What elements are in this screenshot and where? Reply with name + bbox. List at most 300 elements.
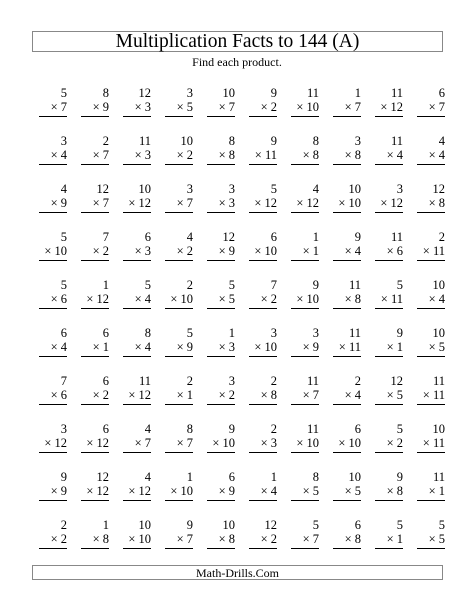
times-sign: × <box>386 148 394 162</box>
problem <box>27 370 69 418</box>
answer-line <box>207 356 235 357</box>
times-sign: × <box>176 244 184 258</box>
answer-line <box>81 548 109 549</box>
multiplier-value: 11 <box>390 292 403 306</box>
answer-line <box>165 212 193 213</box>
answer-line <box>81 500 109 501</box>
times-sign: × <box>428 484 436 498</box>
multiplicand: 2 <box>186 278 193 292</box>
answer-line <box>207 404 235 405</box>
multiplicand: 6 <box>102 326 109 340</box>
multiplier <box>170 484 193 498</box>
times-sign: × <box>386 388 394 402</box>
times-sign: × <box>176 340 184 354</box>
problem <box>321 370 363 418</box>
multiplier-value: 9 <box>228 244 235 258</box>
problem <box>153 226 195 274</box>
multiplier-value: 8 <box>438 196 445 210</box>
multiplier <box>380 196 403 210</box>
problem <box>195 82 237 130</box>
times-sign: × <box>296 292 304 306</box>
multiplier <box>51 340 67 354</box>
multiplicand: 4 <box>144 470 151 484</box>
answer-line <box>165 404 193 405</box>
times-sign: × <box>254 340 262 354</box>
problem <box>69 274 111 322</box>
answer-line <box>333 260 361 261</box>
times-sign: × <box>50 148 58 162</box>
problem <box>363 178 405 226</box>
answer-line <box>291 164 319 165</box>
multiplicand: 6 <box>102 374 109 388</box>
multiplicand: 11 <box>390 86 403 100</box>
answer-line <box>207 500 235 501</box>
multiplicand: 8 <box>312 470 319 484</box>
problem <box>279 130 321 178</box>
answer-line <box>333 116 361 117</box>
multiplier <box>177 340 193 354</box>
multiplier <box>338 436 361 450</box>
answer-line <box>333 548 361 549</box>
times-sign: × <box>92 100 100 114</box>
problem <box>111 418 153 466</box>
times-sign: × <box>176 532 184 546</box>
answer-line <box>39 500 67 501</box>
multiplicand: 10 <box>180 134 193 148</box>
multiplier <box>219 244 235 258</box>
times-sign: × <box>338 340 346 354</box>
multiplier-value: 4 <box>60 148 67 162</box>
multiplicand: 5 <box>186 326 193 340</box>
times-sign: × <box>50 340 58 354</box>
problem <box>279 322 321 370</box>
times-sign: × <box>218 292 226 306</box>
worksheet-title: Multiplication Facts to 144 (A) <box>115 30 360 52</box>
times-sign: × <box>218 340 226 354</box>
multiplier-value: 5 <box>396 388 403 402</box>
multiplicand: 9 <box>186 518 193 532</box>
multiplicand: 9 <box>270 134 277 148</box>
times-sign: × <box>50 484 58 498</box>
multiplier-value: 2 <box>102 244 109 258</box>
multiplier-value: 3 <box>228 196 235 210</box>
problem <box>69 178 111 226</box>
problem <box>111 178 153 226</box>
answer-line <box>291 500 319 501</box>
multiplier-value: 11 <box>432 244 445 258</box>
problem <box>195 466 237 514</box>
problem <box>69 130 111 178</box>
times-sign: × <box>218 100 226 114</box>
multiplicand: 10 <box>138 182 151 196</box>
multiplier-value: 5 <box>438 532 445 546</box>
times-sign: × <box>218 148 226 162</box>
multiplier-value: 5 <box>312 484 319 498</box>
multiplicand: 10 <box>348 182 361 196</box>
multiplier <box>44 244 67 258</box>
times-sign: × <box>176 100 184 114</box>
multiplier <box>93 100 109 114</box>
multiplier-value: 12 <box>138 484 151 498</box>
times-sign: × <box>134 340 142 354</box>
multiplier <box>93 196 109 210</box>
times-sign: × <box>296 196 304 210</box>
answer-line <box>39 404 67 405</box>
multiplier <box>219 148 235 162</box>
times-sign: × <box>302 340 310 354</box>
answer-line <box>81 356 109 357</box>
multiplier-value: 4 <box>270 484 277 498</box>
problem <box>195 178 237 226</box>
multiplicand: 5 <box>60 86 67 100</box>
problem <box>111 226 153 274</box>
answer-line <box>165 308 193 309</box>
answer-line <box>417 116 445 117</box>
multiplier <box>135 292 151 306</box>
problem <box>363 514 405 562</box>
times-sign: × <box>380 196 388 210</box>
problem <box>237 274 279 322</box>
multiplier-value: 10 <box>54 244 67 258</box>
multiplier <box>261 436 277 450</box>
multiplier <box>219 196 235 210</box>
times-sign: × <box>254 196 262 210</box>
multiplier-value: 1 <box>396 532 403 546</box>
problem <box>237 514 279 562</box>
times-sign: × <box>176 148 184 162</box>
problem <box>69 370 111 418</box>
problem <box>363 130 405 178</box>
multiplicand: 5 <box>312 518 319 532</box>
multiplier <box>93 388 109 402</box>
problem <box>195 226 237 274</box>
multiplier <box>135 100 151 114</box>
multiplier <box>51 388 67 402</box>
multiplier-value: 2 <box>60 532 67 546</box>
times-sign: × <box>50 532 58 546</box>
multiplicand: 11 <box>138 134 151 148</box>
multiplicand: 12 <box>96 182 109 196</box>
times-sign: × <box>86 484 94 498</box>
answer-line <box>123 548 151 549</box>
answer-line <box>375 212 403 213</box>
multiplier-value: 5 <box>354 484 361 498</box>
answer-line <box>375 452 403 453</box>
multiplicand: 12 <box>264 518 277 532</box>
answer-line <box>39 548 67 549</box>
answer-line <box>417 260 445 261</box>
answer-line <box>165 548 193 549</box>
multiplier-value: 7 <box>354 100 361 114</box>
multiplier-value: 4 <box>144 292 151 306</box>
problem <box>111 130 153 178</box>
multiplicand: 5 <box>438 518 445 532</box>
answer-line <box>39 308 67 309</box>
multiplicand: 11 <box>138 374 151 388</box>
multiplier-value: 7 <box>312 532 319 546</box>
multiplier <box>345 244 361 258</box>
multiplier <box>51 484 67 498</box>
answer-line <box>123 356 151 357</box>
title-box <box>32 31 443 52</box>
multiplicand: 12 <box>432 182 445 196</box>
multiplicand: 8 <box>312 134 319 148</box>
multiplier-value: 12 <box>96 436 109 450</box>
problem <box>237 370 279 418</box>
multiplier <box>345 100 361 114</box>
multiplicand: 1 <box>354 86 361 100</box>
multiplier-value: 5 <box>438 340 445 354</box>
answer-line <box>123 452 151 453</box>
multiplier-value: 10 <box>348 196 361 210</box>
answer-line <box>249 212 277 213</box>
times-sign: × <box>128 484 136 498</box>
multiplier <box>44 436 67 450</box>
problem <box>153 514 195 562</box>
answer-line <box>249 548 277 549</box>
multiplier-value: 1 <box>102 340 109 354</box>
multiplier-value: 11 <box>432 436 445 450</box>
problem <box>69 322 111 370</box>
times-sign: × <box>344 148 352 162</box>
multiplier-value: 12 <box>138 196 151 210</box>
multiplicand: 9 <box>312 278 319 292</box>
answer-line <box>417 452 445 453</box>
problem <box>69 418 111 466</box>
times-sign: × <box>296 100 304 114</box>
multiplier <box>86 484 109 498</box>
multiplier-value: 8 <box>228 148 235 162</box>
multiplicand: 10 <box>138 518 151 532</box>
multiplier-value: 2 <box>102 388 109 402</box>
times-sign: × <box>386 532 394 546</box>
problem <box>405 466 447 514</box>
problem <box>363 226 405 274</box>
problem <box>27 466 69 514</box>
multiplier <box>51 100 67 114</box>
times-sign: × <box>128 532 136 546</box>
answer-line <box>207 212 235 213</box>
multiplicand: 5 <box>396 518 403 532</box>
answer-line <box>333 452 361 453</box>
problem <box>237 418 279 466</box>
times-sign: × <box>50 292 58 306</box>
multiplicand: 6 <box>438 86 445 100</box>
times-sign: × <box>344 244 352 258</box>
problem <box>69 226 111 274</box>
times-sign: × <box>254 148 262 162</box>
multiplier <box>303 340 319 354</box>
multiplier-value: 8 <box>102 532 109 546</box>
multiplier-value: 7 <box>144 436 151 450</box>
problem <box>279 418 321 466</box>
multiplicand: 11 <box>306 86 319 100</box>
answer-line <box>291 212 319 213</box>
multiplier <box>254 340 277 354</box>
multiplier <box>387 388 403 402</box>
multiplicand: 9 <box>396 326 403 340</box>
multiplier <box>261 100 277 114</box>
multiplier-value: 11 <box>348 340 361 354</box>
multiplier <box>128 532 151 546</box>
times-sign: × <box>134 292 142 306</box>
multiplier <box>261 388 277 402</box>
times-sign: × <box>44 244 52 258</box>
problem <box>237 322 279 370</box>
times-sign: × <box>260 292 268 306</box>
multiplier <box>219 340 235 354</box>
answer-line <box>81 212 109 213</box>
problem <box>153 130 195 178</box>
multiplicand: 8 <box>186 422 193 436</box>
answer-line <box>333 308 361 309</box>
problem <box>153 418 195 466</box>
problem <box>27 514 69 562</box>
times-sign: × <box>338 436 346 450</box>
multiplier-value: 12 <box>390 100 403 114</box>
multiplier <box>261 292 277 306</box>
multiplier-value: 6 <box>60 388 67 402</box>
multiplier <box>254 196 277 210</box>
times-sign: × <box>218 244 226 258</box>
multiplicand: 2 <box>186 374 193 388</box>
problem <box>321 466 363 514</box>
multiplier-value: 10 <box>222 436 235 450</box>
multiplier-value: 4 <box>354 244 361 258</box>
problem <box>363 322 405 370</box>
times-sign: × <box>218 388 226 402</box>
problem <box>321 130 363 178</box>
multiplicand: 11 <box>348 326 361 340</box>
multiplier <box>345 388 361 402</box>
answer-line <box>207 260 235 261</box>
answer-line <box>207 164 235 165</box>
multiplier <box>303 532 319 546</box>
answer-line <box>375 308 403 309</box>
answer-line <box>375 164 403 165</box>
multiplicand: 10 <box>432 422 445 436</box>
problem <box>405 418 447 466</box>
times-sign: × <box>428 292 436 306</box>
multiplier <box>93 244 109 258</box>
problem <box>111 82 153 130</box>
multiplicand: 11 <box>306 374 319 388</box>
answer-line <box>291 260 319 261</box>
multiplier-value: 4 <box>144 340 151 354</box>
times-sign: × <box>218 196 226 210</box>
multiplier-value: 9 <box>312 340 319 354</box>
problem <box>27 130 69 178</box>
answer-line <box>249 356 277 357</box>
problem <box>111 370 153 418</box>
multiplicand: 9 <box>228 422 235 436</box>
multiplicand: 10 <box>222 86 235 100</box>
answer-line <box>291 356 319 357</box>
multiplier <box>261 484 277 498</box>
multiplier <box>387 148 403 162</box>
multiplier-value: 7 <box>438 100 445 114</box>
multiplier-value: 7 <box>312 388 319 402</box>
answer-line <box>39 212 67 213</box>
answer-line <box>165 116 193 117</box>
multiplier-value: 8 <box>354 532 361 546</box>
multiplicand: 5 <box>396 278 403 292</box>
multiplier-value: 7 <box>60 100 67 114</box>
multiplier <box>423 244 445 258</box>
multiplicand: 5 <box>60 278 67 292</box>
multiplicand: 5 <box>60 230 67 244</box>
multiplicand: 4 <box>438 134 445 148</box>
times-sign: × <box>128 196 136 210</box>
multiplier-value: 2 <box>186 148 193 162</box>
multiplicand: 9 <box>354 230 361 244</box>
problem <box>279 274 321 322</box>
problem <box>153 466 195 514</box>
times-sign: × <box>92 340 100 354</box>
multiplier <box>303 388 319 402</box>
answer-line <box>81 404 109 405</box>
multiplier <box>345 484 361 498</box>
problem <box>405 274 447 322</box>
times-sign: × <box>386 340 394 354</box>
times-sign: × <box>386 244 394 258</box>
multiplicand: 8 <box>102 86 109 100</box>
multiplicand: 1 <box>102 518 109 532</box>
multiplier-value: 8 <box>270 388 277 402</box>
multiplicand: 7 <box>102 230 109 244</box>
times-sign: × <box>422 388 430 402</box>
times-sign: × <box>344 100 352 114</box>
problem <box>237 82 279 130</box>
multiplier-value: 3 <box>144 100 151 114</box>
multiplier-value: 10 <box>306 292 319 306</box>
problem <box>69 466 111 514</box>
problem <box>363 82 405 130</box>
multiplier <box>135 340 151 354</box>
multiplier <box>423 436 445 450</box>
multiplicand: 4 <box>60 182 67 196</box>
multiplier <box>387 244 403 258</box>
answer-line <box>375 260 403 261</box>
multiplier-value: 7 <box>228 100 235 114</box>
times-sign: × <box>218 532 226 546</box>
multiplicand: 3 <box>186 86 193 100</box>
times-sign: × <box>260 532 268 546</box>
multiplier-value: 10 <box>180 292 193 306</box>
multiplier <box>429 292 445 306</box>
multiplier-value: 10 <box>264 340 277 354</box>
answer-line <box>417 164 445 165</box>
multiplier-value: 2 <box>270 532 277 546</box>
problem <box>405 370 447 418</box>
problem <box>27 178 69 226</box>
multiplier-value: 10 <box>180 484 193 498</box>
answer-line <box>291 452 319 453</box>
problem <box>195 514 237 562</box>
multiplier <box>51 148 67 162</box>
answer-line <box>123 164 151 165</box>
multiplicand: 10 <box>348 470 361 484</box>
problem <box>237 178 279 226</box>
problem <box>237 466 279 514</box>
answer-line <box>123 260 151 261</box>
problem <box>153 322 195 370</box>
multiplier-value: 2 <box>396 436 403 450</box>
multiplier-value: 10 <box>306 436 319 450</box>
answer-line <box>417 404 445 405</box>
multiplier-value: 10 <box>348 436 361 450</box>
multiplicand: 1 <box>186 470 193 484</box>
